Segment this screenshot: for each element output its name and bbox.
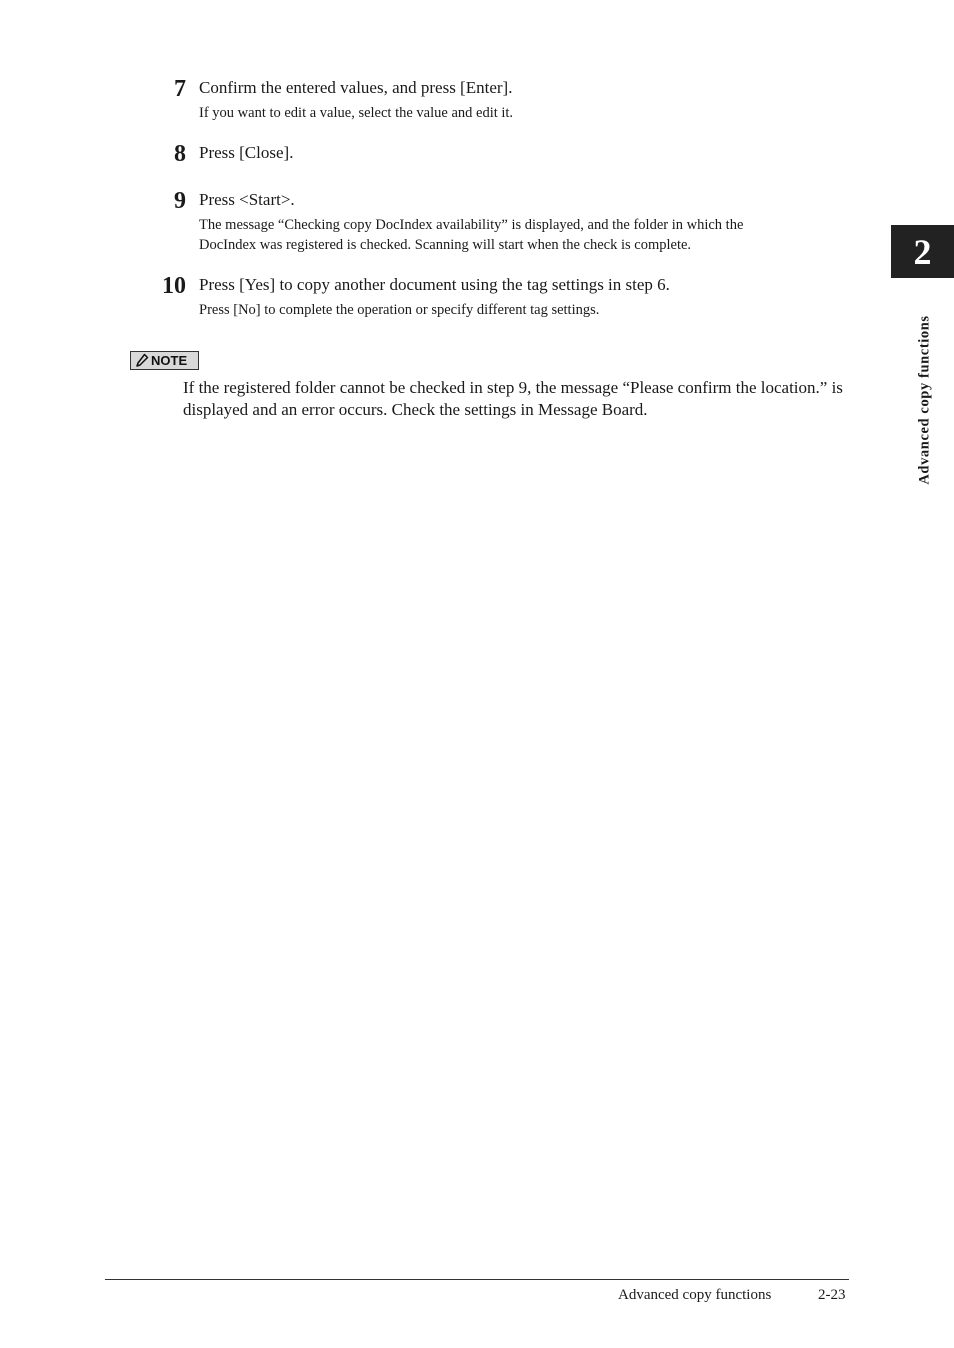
step-number: 10 <box>162 273 186 299</box>
step-detail: If you want to edit a value, select the value and edit it. <box>199 105 514 121</box>
side-section-title: Advanced copy functions <box>916 315 933 485</box>
step-instruction: Press [Close]. <box>199 143 294 162</box>
footer-divider <box>105 1279 849 1280</box>
page-number: 2-23 <box>818 1287 846 1303</box>
footer-title: Advanced copy functions <box>618 1287 772 1303</box>
step-instruction: Confirm the entered values, and press [Enter]. <box>199 78 513 97</box>
step-detail: Press [No] to complete the operation or specify different tag settings. <box>199 302 600 318</box>
step-detail: The message “Checking copy DocIndex availability” is displayed, and the folder in which the <box>199 217 744 233</box>
step-instruction: Press <Start>. <box>199 190 295 209</box>
step-instruction: Press [Yes] to copy another document using the tag settings in step 6. <box>199 275 670 294</box>
note-badge <box>130 351 199 370</box>
step-number: 9 <box>174 188 186 214</box>
pencil-icon <box>135 353 149 368</box>
chapter-tab: 2 <box>891 225 954 278</box>
note-text: If the registered folder cannot be checked in step 9, the message “Please confirm the location.” is displayed and an error occurs. Check the settings in Message Board. <box>183 378 843 419</box>
step-detail: DocIndex was registered is checked. Scanning will start when the check is complete. <box>199 237 692 253</box>
step-number: 7 <box>174 76 186 102</box>
note-label: NOTE <box>151 353 188 368</box>
step-number: 8 <box>174 141 186 167</box>
